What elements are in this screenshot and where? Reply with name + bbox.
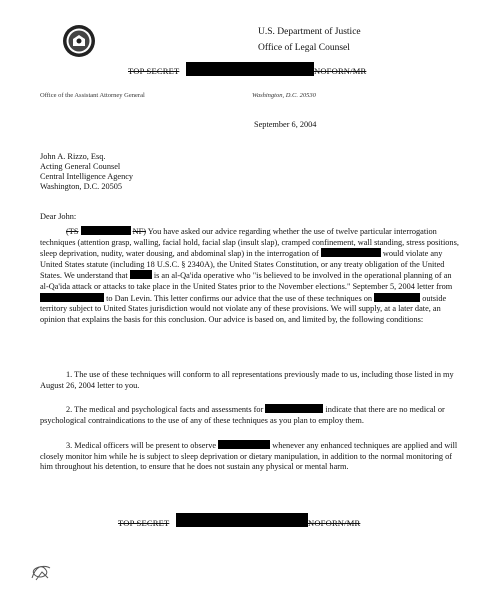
paragraph-1-text-b: nudity, water dousing, and abdominal slap) in the interrogation of — [101, 249, 319, 259]
paragraph-1-text-d: is an al-Qa'ida operative who "is believed to be involved in the operational planning of an al-Qa'ida attack or attacks to take place in the United States prior to the November elections." September 5, 2004 letter from — [40, 271, 453, 291]
redaction-inline — [374, 293, 420, 302]
condition-3-text-b: whenever any enhanced techniques are applied and will closely monitor him while he is subject to sleep deprivation or dietary manipulation, in addition to the normal monitoring of him throughout his detention, to ensure that he does not sustain any physical or mental harm. — [40, 441, 458, 472]
condition-1-text: 1. The use of these techniques will conform to all representations previously made to us, including those listed in my August 26, 2004 letter to you. — [40, 370, 454, 390]
redaction-inline — [130, 270, 152, 279]
condition-2 — [40, 404, 460, 426]
office-name: Office of Legal Counsel — [258, 43, 350, 53]
redaction-block — [176, 513, 308, 527]
letter-date: September 6, 2004 — [254, 120, 317, 129]
address-line-3: Central Intelligence Agency — [40, 172, 134, 181]
condition-1 — [40, 370, 460, 391]
classification-mark-end: NF) — [132, 227, 146, 236]
doj-seal-icon — [62, 24, 96, 58]
condition-3 — [40, 440, 460, 473]
paragraph-1-text-a: You have asked our advice regarding whether the use of twelve particular interrogation techniques (attention grasp, walling, facial hold, facial slap (insult slap), cramped confinement, wall standing, stress positions, sleep deprivation, — [40, 227, 459, 259]
condition-3-text-a: 3. Medical officers will be present to observe — [66, 441, 217, 450]
redaction-inline — [81, 226, 131, 235]
paragraph-1-text-e: to Dan Levin. This letter confirms our advice that the use of these techniques on — [106, 293, 373, 303]
classification-top-left: TOP SECRET — [128, 66, 180, 76]
address-line-1: John A. Rizzo, Esq. — [40, 152, 106, 161]
redaction-inline — [40, 293, 104, 302]
classification-mark: (TS — [66, 227, 79, 236]
redaction-block — [186, 62, 314, 76]
address-line-2: Acting General Counsel — [40, 162, 121, 171]
redaction-inline — [218, 440, 270, 449]
classification-bottom-right: NOFORN/MR — [308, 518, 361, 528]
paragraph-1-text-f: outside territory subject to United States jurisdiction would not violate any of these provisions. We will supply, at a later date, an opinion that explains the basis for this conclusion. Our advice is based on, and limited by, the following conditions: — [40, 293, 447, 324]
sub-header-right: Washington, D.C. 20530 — [252, 92, 316, 99]
classification-bottom-left: TOP SECRET — [118, 518, 170, 528]
salutation: Dear John: — [40, 212, 77, 221]
address-line-4: Washington, D.C. 20505 — [40, 182, 123, 191]
condition-2-text-a: 2. The medical and psychological facts and assessments for — [66, 405, 264, 414]
paragraph-1-text-c: would violate any United States statute (including 18 U.S.C. § 2340A), the United States Constitution, or any treaty obligation of the United States. We understand that — [40, 249, 445, 281]
department-name: U.S. Department of Justice — [258, 27, 361, 37]
sub-header-left: Office of the Assistant Attorney General — [40, 92, 145, 99]
handwritten-mark-icon — [28, 560, 54, 584]
condition-2-text-b: indicate that there are no medical or psychological contraindications to the use of any of these techniques as you plan to employ them. — [40, 405, 445, 425]
classification-top-right: NOFORN/MR — [314, 66, 367, 76]
redaction-inline — [321, 248, 381, 257]
redaction-inline — [265, 404, 323, 413]
paragraph-1 — [40, 226, 460, 325]
